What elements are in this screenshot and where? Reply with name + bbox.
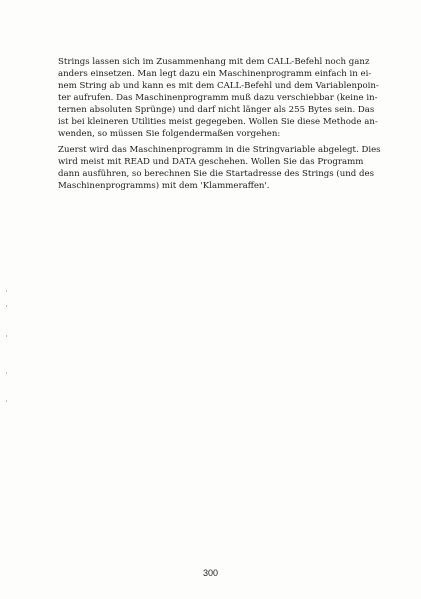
paragraph-line: ter aufrufen. Das Maschinenprogramm muß dazu verschiebbar (keine in- [58, 93, 378, 103]
paragraph-line: ternen absoluten Sprünge) und darf nicht länger als 255 Bytes sein. Das [58, 105, 375, 115]
paragraph-line: Zuerst wird das Maschinenprogramm in die Stringvariable abgelegt. Dies [58, 145, 381, 155]
scan-speck [6, 400, 7, 402]
paragraph-line: wird meist mit READ und DATA geschehen. Wollen Sie das Programm [58, 157, 364, 167]
scan-speck [6, 372, 7, 374]
paragraph-line: nem String ab und kann es mit dem CALL-Befehl und dem Variablenpoin- [58, 81, 379, 91]
paragraph-1 [58, 56, 386, 140]
paragraph-line: ist bei kleineren Utilities meist gegegeben. Wollen Sie diese Methode an- [58, 117, 378, 127]
paragraph-line: anders einsetzen. Man legt dazu ein Maschinenprogramm einfach in ei- [58, 69, 372, 79]
paragraph-line: wenden, so müssen Sie folgendermaßen vorgehen: [58, 129, 281, 139]
page-number: 300 [202, 568, 219, 578]
scan-speck [6, 305, 7, 307]
scan-speck [6, 335, 7, 337]
paragraph-2 [58, 144, 386, 192]
paragraph-line: Strings lassen sich im Zusammenhang mit dem CALL-Befehl noch ganz [58, 57, 370, 67]
paragraph-line: dann ausführen, so berechnen Sie die Startadresse des Strings (und des [58, 169, 375, 179]
paragraph-line: Maschinenprogramms) mit dem 'Klammeraffen'. [58, 181, 270, 191]
scan-speck [6, 290, 7, 292]
